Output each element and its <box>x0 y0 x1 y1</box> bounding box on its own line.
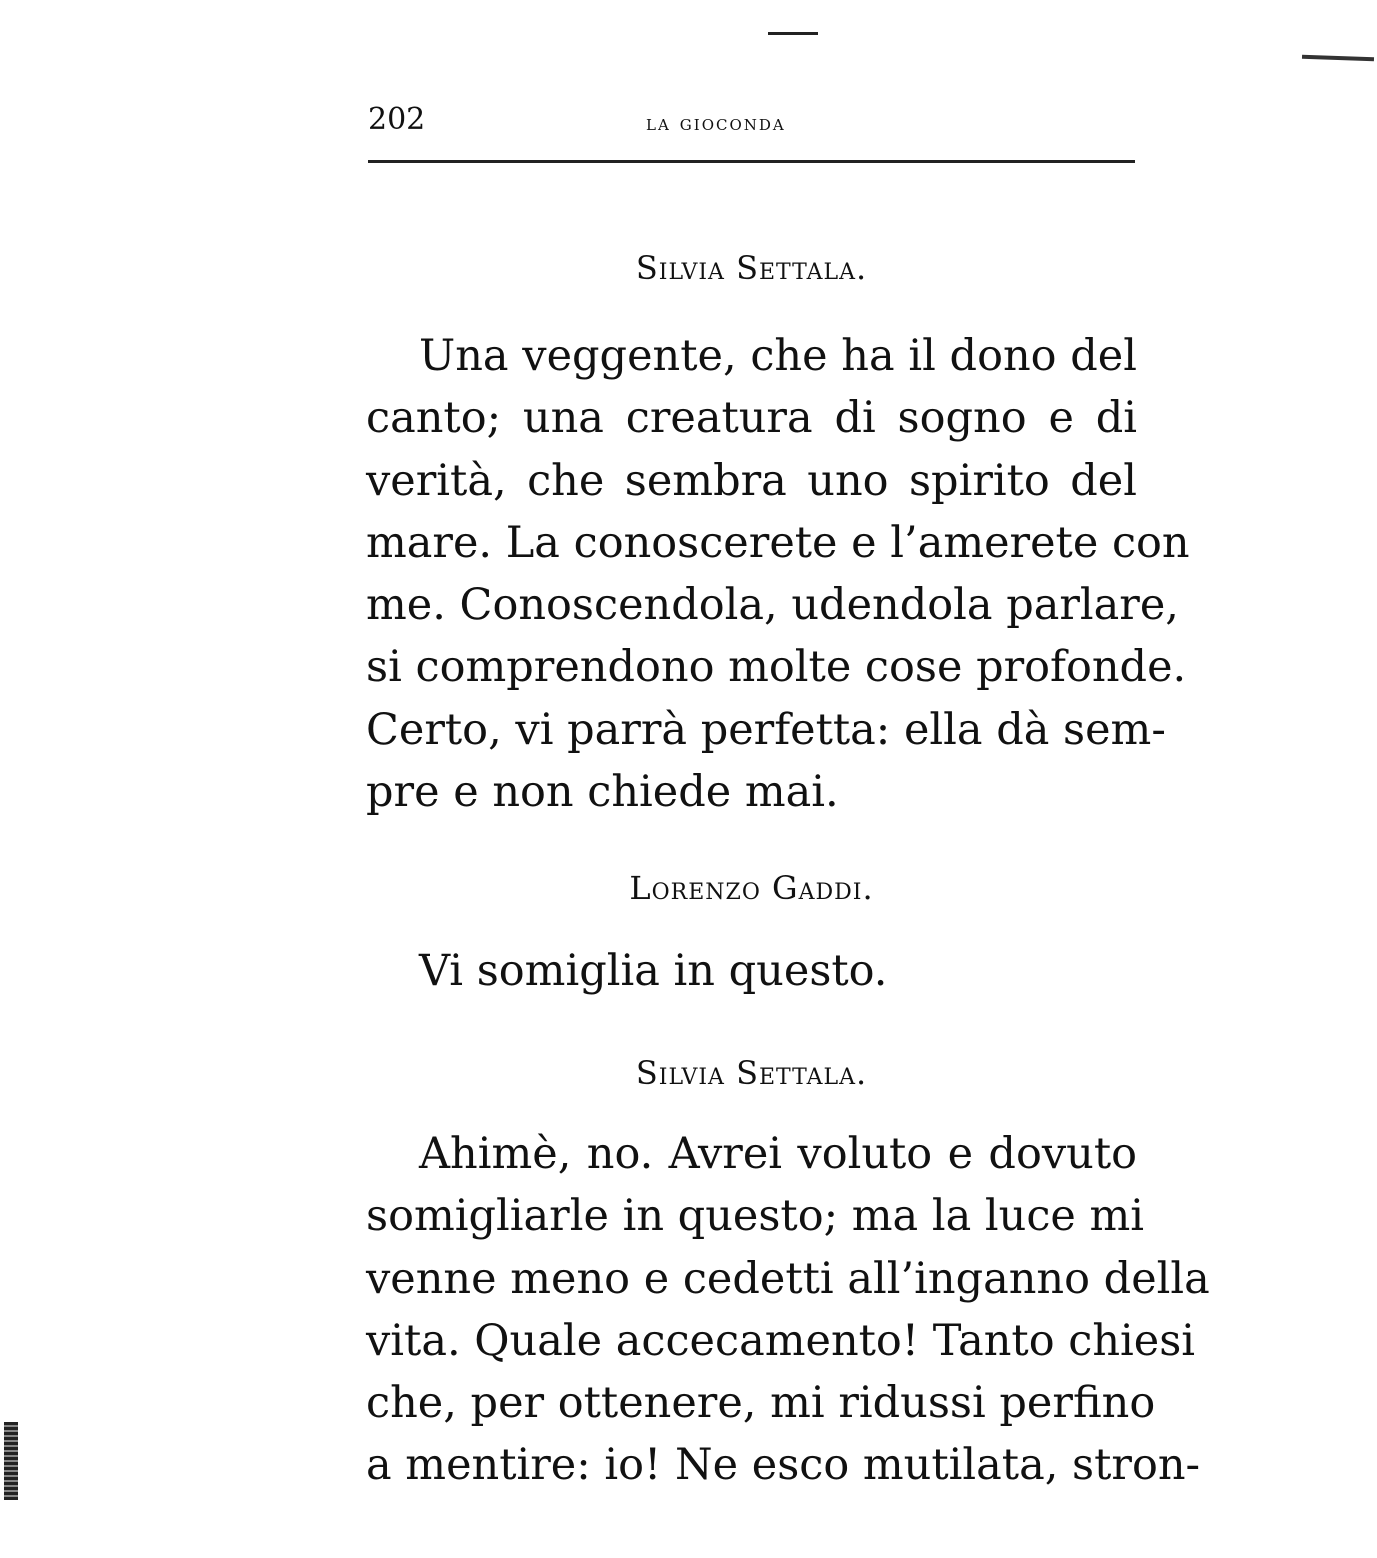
speech-paragraph <box>366 940 1137 1002</box>
page-header <box>368 98 1135 142</box>
page-number: 202 <box>368 102 426 137</box>
text-line: mare. La conoscerete e l’amerete con <box>366 517 1190 568</box>
speaker-name: Silvia Settala. <box>635 1054 868 1092</box>
text-line: canto; una creatura di sogno e di <box>366 393 1137 444</box>
text-line: che, per ottenere, mi ridussi perfino <box>366 1378 1156 1429</box>
text-line: Certo, vi parrà perfetta: ella dà sem- <box>366 704 1166 755</box>
top-dash-mark <box>768 32 818 35</box>
speech-paragraph <box>366 325 1190 823</box>
text-line: me. Conoscendola, udendola parlare, <box>366 580 1179 631</box>
text-line: verità, che sembra uno spirito del <box>366 455 1137 506</box>
text-line: Una veggente, che ha il dono del <box>419 331 1137 381</box>
corner-scan-mark <box>1302 55 1374 62</box>
text-line: vita. Quale accecamento! Tanto chiesi <box>366 1315 1196 1366</box>
header-rule <box>368 160 1135 163</box>
text-line: Ahimè, no. Avrei voluto e dovuto <box>419 1129 1137 1179</box>
running-title: la gioconda <box>646 111 786 136</box>
left-edge-scan-mark <box>4 1422 18 1500</box>
text-line: Vi somiglia in questo. <box>419 946 888 996</box>
text-line: a mentire: io! Ne esco mutilata, stron- <box>366 1440 1201 1491</box>
speaker-name: Silvia Settala. <box>635 249 868 287</box>
text-line: venne meno e cedetti all’inganno della <box>366 1253 1210 1304</box>
text-line: pre e non chiede mai. <box>366 767 839 818</box>
text-line: somigliarle in questo; ma la luce mi <box>366 1191 1145 1242</box>
text-line: si comprendono molte cose profonde. <box>366 642 1187 693</box>
speech-paragraph <box>366 1123 1210 1497</box>
speaker-name: Lorenzo Gaddi. <box>629 869 874 907</box>
